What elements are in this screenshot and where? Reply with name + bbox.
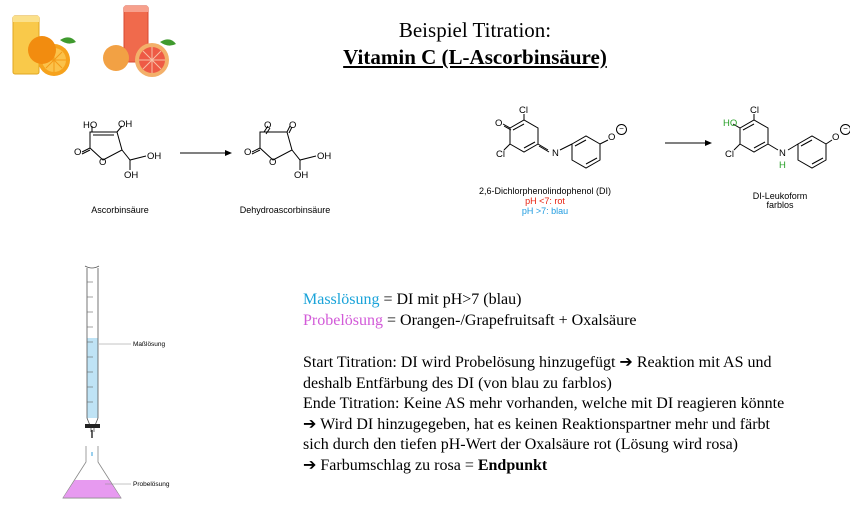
atom-label: HO bbox=[83, 120, 98, 131]
flask-label: Probelösung bbox=[133, 481, 170, 488]
masslosung-definition bbox=[303, 290, 521, 311]
atom-label: Cl bbox=[496, 149, 505, 160]
explanation-line: sich durch den tiefen pH-Wert der Oxalsäure rot (Lösung wird rosa) bbox=[303, 436, 739, 453]
atom-label: O bbox=[74, 147, 82, 158]
atom-label: Cl bbox=[725, 149, 734, 160]
explanation-paragraph bbox=[303, 353, 784, 476]
titration-setup-diagram bbox=[55, 262, 135, 507]
dcpip-base-note: pH >7: blau bbox=[521, 206, 569, 216]
atom-label: O bbox=[289, 120, 297, 131]
atom-label: OH bbox=[118, 119, 133, 130]
atom-label: O bbox=[244, 147, 252, 158]
endpoint-term: Endpunkt bbox=[477, 456, 548, 474]
charge-label: − bbox=[840, 124, 850, 135]
explanation-line: Start Titration: DI wird Probelösung hinzugefügt ➔ Reaktion mit AS und bbox=[303, 354, 772, 371]
probelosung-definition bbox=[303, 311, 637, 332]
atom-label: OH bbox=[147, 151, 162, 162]
probelosung-term: Probelösung bbox=[303, 312, 383, 329]
title-line1: Beispiel Titration: bbox=[398, 18, 552, 42]
atom-label: O bbox=[269, 157, 277, 168]
atom-label: O bbox=[608, 132, 616, 143]
explanation-line: Ende Titration: Keine AS mehr vorhanden, welche mit DI reagieren könnte bbox=[303, 395, 785, 412]
atom-label: N bbox=[779, 148, 786, 159]
leuco-caption-colorless: farblos bbox=[766, 200, 794, 210]
title-line2: Vitamin C (L-Ascorbinsäure) bbox=[343, 45, 607, 69]
atom-label: H bbox=[779, 160, 786, 171]
atom-label: HO bbox=[723, 118, 738, 129]
atom-label: N bbox=[552, 148, 559, 159]
atom-label: O bbox=[99, 157, 107, 168]
charge-label: − bbox=[616, 124, 627, 135]
ascorbic-acid-caption: Ascorbinsäure bbox=[91, 205, 149, 215]
atom-label: Cl bbox=[750, 105, 759, 116]
atom-label: OH bbox=[317, 151, 332, 162]
explanation-line: ➔ Wird DI hinzugegeben, hat es keinen Reaktionspartner mehr und färbt bbox=[303, 415, 770, 433]
dehydroascorbic-acid-caption: Dehydroascorbinsäure bbox=[239, 205, 331, 215]
atom-label: O bbox=[832, 132, 840, 143]
explanation-line: ➔ Farbumschlag zu rosa = Endpunkt bbox=[303, 456, 548, 474]
burette-label: Maßlösung bbox=[133, 341, 166, 348]
atom-label: OH bbox=[294, 170, 309, 181]
atom-label: O bbox=[495, 118, 503, 129]
atom-label: Cl bbox=[519, 105, 528, 116]
atom-label: O bbox=[264, 120, 272, 131]
dcpip-caption: 2,6-Dichlorphenolindophenol (DI) bbox=[478, 186, 612, 196]
explanation-line: deshalb Entfärbung des DI (von blau zu farblos) bbox=[303, 374, 612, 392]
masslosung-text: = DI mit pH>7 (blau) bbox=[379, 291, 522, 308]
masslosung-term: Masslösung bbox=[303, 291, 380, 308]
atom-label: OH bbox=[124, 170, 139, 181]
dcpip-acid-note: pH <7: rot bbox=[525, 196, 565, 206]
probelosung-text: = Orangen-/Grapefruitsaft + Oxalsäure bbox=[383, 312, 637, 329]
leuco-caption: DI-Leukoform bbox=[752, 191, 808, 201]
